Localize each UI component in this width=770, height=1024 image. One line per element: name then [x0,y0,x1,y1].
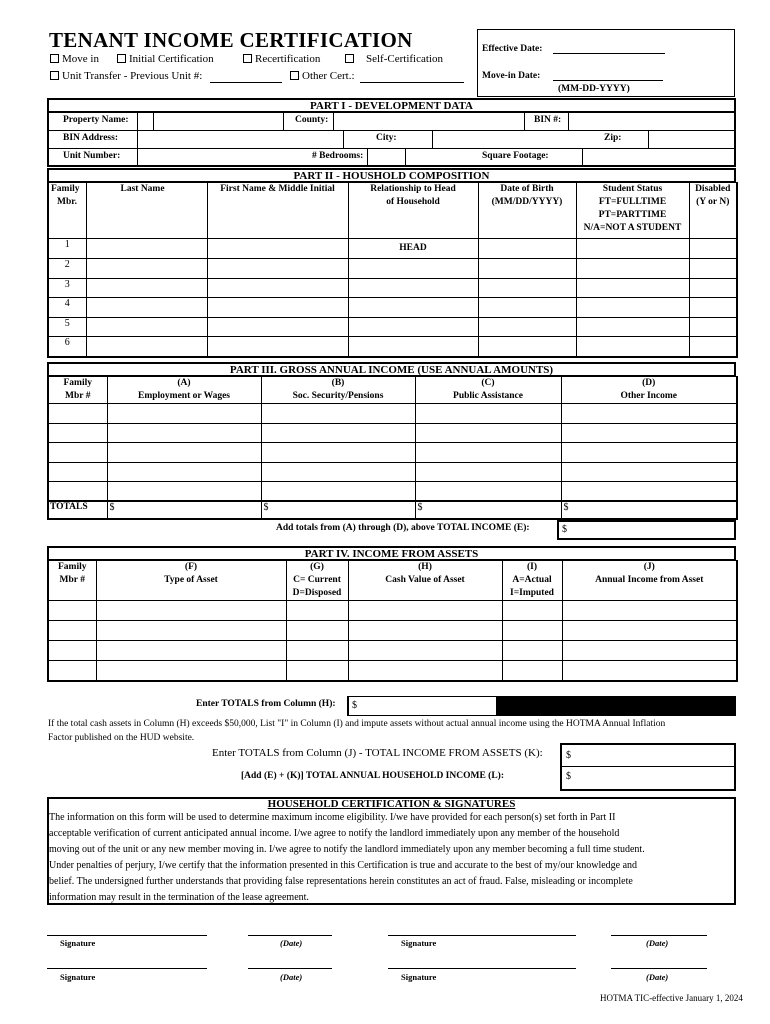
cell-input[interactable] [561,443,737,463]
cell-input[interactable] [207,259,348,279]
hotma-note: If the total cash assets in Column (H) exceeds $50,000, List "I" in Column (I) and impute assets without actual annual income using the HOTMA Annual Inflation Factor published on the HUD website. [48,719,666,743]
bin-address-label: BIN Address: [63,133,118,143]
cell-input[interactable] [415,482,561,502]
bin-address-input[interactable] [137,130,344,148]
row-number: 6 [48,337,86,357]
cell-input[interactable] [502,601,562,621]
enter-totals-j-label: Enter TOTALS from Column (J) - TOTAL INCOME FROM ASSETS (K): [212,747,543,759]
date-line[interactable] [611,935,707,936]
cell-input[interactable] [478,317,576,337]
recert-checkbox[interactable] [243,53,320,65]
date-line[interactable] [611,968,707,969]
assets-table: Family Mbr # (F) Type of Asset (G) C= Current D=Disposed (H) Cash Value of Asset (I) A=Actual I=Imputed (J) Annual Income from Asset [47,560,738,682]
cell-input[interactable] [348,298,478,318]
table-row [48,661,737,681]
household-table [47,182,738,358]
cell-input[interactable] [107,482,261,502]
checkbox-box[interactable] [243,54,252,63]
cell-input[interactable] [502,661,562,681]
signature-line[interactable] [47,968,207,969]
cell-input[interactable] [107,423,261,443]
checkbox-box[interactable] [345,54,354,63]
cell-input[interactable] [96,621,286,641]
cell-input[interactable] [562,661,737,681]
total-income-e-input[interactable]: $ [557,520,736,540]
part3-header: PART III. GROSS ANNUAL INCOME (USE ANNUAL AMOUNTS) [47,362,736,377]
cell-input[interactable] [415,462,561,482]
cell-input[interactable] [689,278,737,298]
signature-label: Signature [401,972,437,982]
part4-header: PART IV. INCOME FROM ASSETS [47,546,736,561]
cell-input[interactable] [415,443,561,463]
cert-paragraph-2: Under penalties of perjury, I/we certify that the information presented in this Certification is true and accurate to the best of my/our knowledge and belief. The undersigned further understands that providing false representations herein constitutes an act of fraud. False, misleading or incomplete information may result in the termination of the lease agreement. [49,860,638,903]
self-cert-checkbox[interactable] [345,53,443,65]
cell-input[interactable] [48,601,96,621]
cell-input[interactable] [286,641,348,661]
cell-input[interactable] [561,404,737,424]
col-disabled: Disabled (Y or N) [689,183,737,239]
col-dob: Date of Birth (MM/DD/YYYY) [478,183,576,239]
cell-input[interactable] [348,621,502,641]
cell-input[interactable] [96,601,286,621]
cell-input[interactable] [86,259,207,279]
other-cert-input[interactable] [360,82,464,83]
city-label: City: [376,133,397,143]
cell-input[interactable] [689,298,737,318]
cell-input[interactable] [261,443,415,463]
effective-date-label: Effective Date: [482,44,543,54]
cell-input[interactable] [261,462,415,482]
cell-input[interactable] [415,404,561,424]
cell-input[interactable] [478,278,576,298]
signature-line[interactable] [47,935,207,936]
cell-input[interactable] [689,317,737,337]
enter-totals-h-label: Enter TOTALS from Column (H): [196,699,336,709]
cell-input[interactable] [261,423,415,443]
cell-input[interactable] [348,259,478,279]
bin-label: BIN #: [534,115,562,125]
row-number: 2 [48,259,86,279]
add-totals-label: Add totals from (A) through (D), above TOTAL INCOME (E): [276,523,530,533]
col-last-name: Last Name [86,183,207,239]
cell-input[interactable] [576,259,689,279]
date-format-hint: (MM-DD-YYYY) [558,84,630,94]
move-in-date-input[interactable] [553,80,663,81]
table-row [48,259,737,279]
checkbox-box[interactable] [50,54,59,63]
cert-paragraph-1: The information on this form will be used to determine maximum income eligibility. I/we have provided for each person(s) set forth in Part II acceptable verification of current anticipated annual income. I/we agree to notify the landlord immediately upon any member of the household moving out of the unit or any new member moving in. I/we agree to notify the landlord immediately upon any member becoming a full time student. [49,812,645,855]
other-cert-label: Other Cert.: [302,70,355,82]
cell-input[interactable] [48,443,107,463]
cell-input[interactable] [286,621,348,641]
cell-input[interactable] [48,621,96,641]
previous-unit-input[interactable] [210,82,282,83]
table-row [48,317,737,337]
total-d-input[interactable]: $ [561,501,737,519]
move-in-checkbox[interactable] [50,53,99,65]
totals-row [48,501,737,519]
blacked-out-area [497,696,736,716]
cell-input[interactable] [562,641,737,661]
cell-input[interactable] [207,317,348,337]
cell-input[interactable] [478,337,576,357]
signature-line[interactable] [388,935,576,936]
cell-input[interactable] [561,423,737,443]
cell-input[interactable] [689,337,737,357]
cell-input[interactable] [48,661,96,681]
col-relationship: Relationship to Head of Household [348,183,478,239]
cell-input[interactable] [86,337,207,357]
total-household-label: [Add (E) + (K)] TOTAL ANNUAL HOUSEHOLD INCOME (L): [241,771,504,781]
cell-input[interactable] [689,239,737,259]
cell-input[interactable] [96,641,286,661]
cell-input[interactable] [48,641,96,661]
cell-input[interactable] [478,239,576,259]
cell-input[interactable] [48,462,107,482]
cell-input[interactable] [107,443,261,463]
cell-input[interactable] [107,404,261,424]
cell-input[interactable] [286,661,348,681]
row-number: 3 [48,278,86,298]
initial-cert-checkbox[interactable] [117,53,214,65]
cell-input[interactable] [561,462,737,482]
initial-cert-label: Initial Certification [129,53,214,65]
cell-input[interactable] [576,298,689,318]
county-label: County: [295,115,329,125]
total-l-input[interactable]: $ [566,771,571,782]
property-name-input[interactable] [153,113,284,131]
unit-transfer-label: Unit Transfer - Previous Unit #: [62,70,203,82]
cell-input[interactable] [348,337,478,357]
date-label: (Date) [646,972,669,982]
cell-input[interactable] [86,278,207,298]
cell-input[interactable] [562,621,737,641]
cell-input[interactable] [207,298,348,318]
bedrooms-label: # Bedrooms: [312,151,364,161]
recert-label: Recertification [255,53,321,65]
table-row [48,601,737,621]
cell-input[interactable] [576,317,689,337]
row-number: 4 [48,298,86,318]
cell-input[interactable] [561,482,737,502]
income-table: Family Mbr # (A) Employment or Wages (B) Soc. Security/Pensions (C) Public Assistance (D) Other Income TOTALS $ $ $ $ [47,376,738,520]
cell-input[interactable] [86,317,207,337]
row-number: 1 [48,239,86,259]
cell-input[interactable] [48,404,107,424]
cell-input[interactable] [348,661,502,681]
table-row [48,404,737,424]
county-input[interactable] [333,113,525,131]
head-label: HEAD [348,239,478,259]
date-label: (Date) [646,938,669,948]
total-c-input[interactable]: $ [415,501,561,519]
unit-number-label: Unit Number: [63,151,121,161]
form-title: TENANT INCOME CERTIFICATION [49,28,413,52]
totals-kl-box [560,743,736,791]
cell-input[interactable] [348,601,502,621]
cell-input[interactable] [107,462,261,482]
totals-label: TOTALS [48,501,107,519]
date-line[interactable] [248,968,332,969]
cell-input[interactable] [576,337,689,357]
table-row [48,337,737,357]
total-h-input[interactable]: $ [347,696,497,716]
row-number: 5 [48,317,86,337]
certification-header: HOUSEHOLD CERTIFICATION & SIGNATURES [267,798,516,810]
part1-header: PART I - DEVELOPMENT DATA [47,98,736,113]
col-student-status: Student Status FT=FULLTIME PT=PARTTIME N/A=NOT A STUDENT [576,183,689,239]
cell-input[interactable] [86,298,207,318]
signature-label: Signature [60,972,96,982]
cell-input[interactable] [261,404,415,424]
checkbox-box[interactable] [290,71,299,80]
cell-input[interactable] [286,601,348,621]
date-line[interactable] [248,935,332,936]
other-cert-checkbox[interactable] [290,70,355,82]
signature-label: Signature [60,938,96,948]
total-k-input[interactable]: $ [566,750,571,761]
table-row [48,423,737,443]
square-footage-label: Square Footage: [482,151,549,161]
footer-version: HOTMA TIC-effective January 1, 2024 [600,993,743,1003]
self-cert-label: Self-Certification [366,53,443,65]
table-row [48,462,737,482]
cell-input[interactable] [576,239,689,259]
signature-line[interactable] [388,968,576,969]
checkbox-box[interactable] [117,54,126,63]
table-row [48,278,737,298]
signature-label: Signature [401,938,437,948]
cell-input[interactable] [689,259,737,279]
effective-date-input[interactable] [553,53,665,54]
table-row [48,641,737,661]
cell-input[interactable] [48,423,107,443]
move-in-label: Move in [62,53,99,65]
part2-header: PART II - HOUSHOLD COMPOSITION [47,168,736,183]
cell-input[interactable] [348,317,478,337]
cell-input[interactable] [207,337,348,357]
col-family-mbr: Family Mbr. [48,183,86,239]
move-in-date-label: Move-in Date: [482,71,541,81]
date-label: (Date) [280,972,303,982]
unit-transfer-checkbox[interactable] [50,70,202,82]
cell-input[interactable] [96,661,286,681]
checkbox-box[interactable] [50,71,59,80]
cell-input[interactable] [502,621,562,641]
property-name-label: Property Name: [63,115,129,125]
cell-input[interactable] [86,239,207,259]
total-a-input[interactable]: $ [107,501,261,519]
cell-input[interactable] [348,278,478,298]
cell-input[interactable] [562,601,737,621]
cell-input[interactable] [48,482,107,502]
cell-input[interactable] [348,641,502,661]
table-row [48,482,737,502]
zip-label: Zip: [604,133,622,143]
cell-input[interactable] [502,641,562,661]
table-row [48,443,737,463]
cell-input[interactable] [415,423,561,443]
table-row [48,239,737,259]
total-b-input[interactable]: $ [261,501,415,519]
col-first-name: First Name & Middle Initial [207,183,348,239]
cell-input[interactable] [207,239,348,259]
cell-input[interactable] [207,278,348,298]
cell-input[interactable] [576,278,689,298]
table-row [48,621,737,641]
table-row [48,298,737,318]
cell-input[interactable] [261,482,415,502]
cell-input[interactable] [478,298,576,318]
date-label: (Date) [280,938,303,948]
cell-input[interactable] [478,259,576,279]
